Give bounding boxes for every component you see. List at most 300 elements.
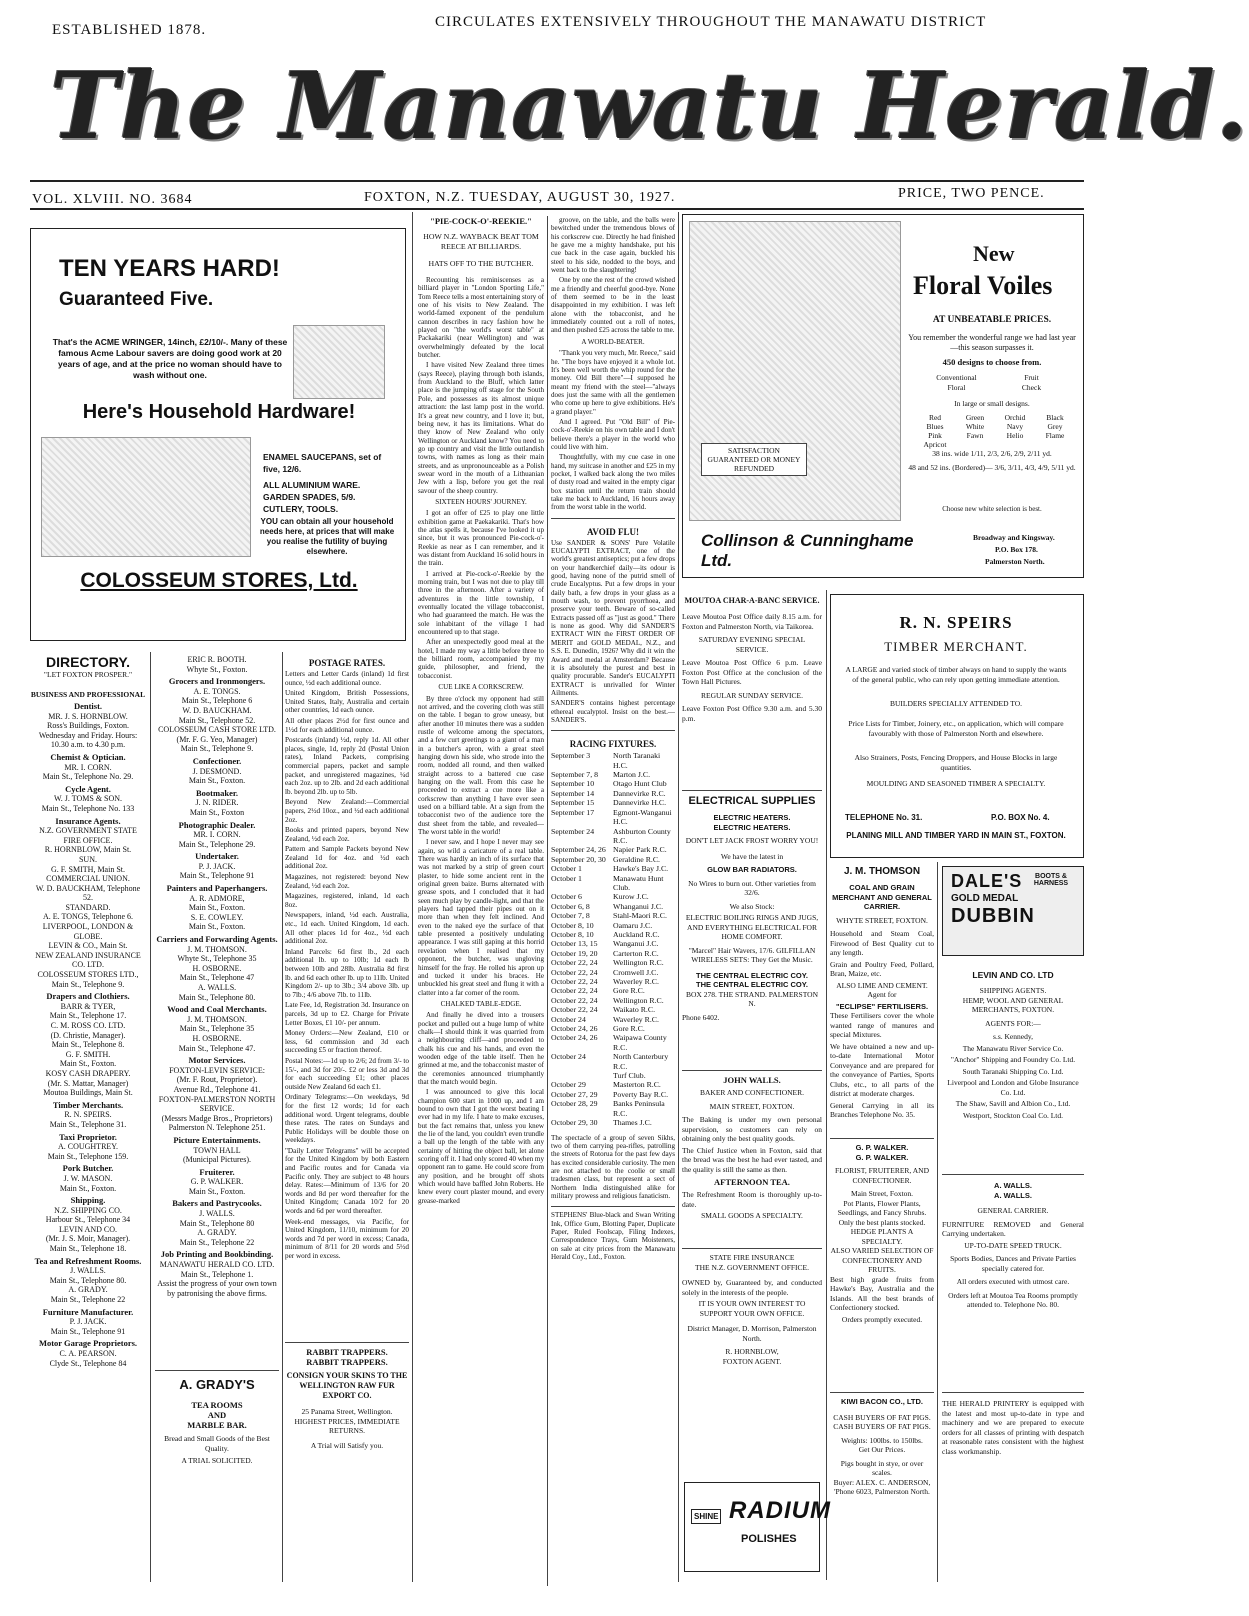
dales-name: DALE'S (951, 871, 1023, 891)
directory-line: Wednesday and Friday. Hours: (38, 730, 138, 740)
directory-entry (155, 1199, 279, 1247)
masthead-rule-top (30, 180, 1084, 182)
article-col2 (551, 216, 675, 1263)
directory-entry (30, 817, 146, 990)
directory-line: H. OSBORNE. (192, 1033, 242, 1043)
voile-colour: Apricot (923, 440, 947, 449)
directory-line: MANAWATU HERALD CO. LTD. (159, 1260, 275, 1270)
racing-club: Manawatu Hunt Club. (613, 873, 664, 892)
racing-club: Ashburton County R.C. (613, 826, 671, 845)
directory-line: Main St., Telephone 18. (49, 1244, 127, 1254)
article-sub2: HATS OFF TO THE BUTCHER. (428, 259, 534, 268)
colosseum-ad (30, 228, 406, 641)
directory-line: A. E. TONGS, Telephone 6. (42, 912, 134, 922)
moutoa-sat: SATURDAY EVENING SPECIAL SERVICE. (698, 635, 806, 654)
directory-divider-2 (282, 652, 283, 1582)
speirs-p1: A LARGE and varied stock of timber always on hand to supply the wants of the general public, who can rely upon getting immediate attention. (845, 665, 1067, 684)
directory-entry (155, 1250, 279, 1298)
article-paragraph: And I agreed. Put "Old Bill" of Pie-cock-o'-Reekie on his own table and I don't believe there's a player in the world who could live with him. (551, 417, 675, 451)
walker-p1: Pot Plants, Flower Plants, Seedlings, and Fancy Shrubs. Only the best plants stocked. (837, 1198, 927, 1227)
directory-line: Main St., Telephone 9. (180, 744, 254, 754)
directory-category: Cycle Agent. (65, 783, 111, 794)
type-floral: Floral (947, 383, 966, 392)
column-rule-2 (678, 212, 679, 1582)
awalls-p5: Orders left at Moutoa Tea Rooms promptly attended to. Telephone No. 80. (948, 1290, 1078, 1309)
racing-fixture-row (551, 1090, 675, 1099)
racing-date: October 8, 10 (551, 929, 594, 939)
racing-date: October 6 (551, 892, 582, 902)
racing-fixture-row (551, 798, 675, 807)
electrical-l6: No Wires to burn out. Other varieties from 32/6. (688, 878, 816, 897)
racing-club: Auckland R.C. (613, 929, 660, 939)
directory-line: Main St., Telephone 31. (49, 1119, 127, 1129)
racing-date: October 22, 24 (551, 958, 598, 968)
electrical-l5: GLOW BAR RADIATORS. (707, 865, 797, 874)
postage-paragraph: Ordinary Telegrams:—On weekdays, 9d for the first 12 words; 1d for each additional word. Urgent telegrams, double these rates. The rates on Sundays and Public Holidays will be double those on weekdays. (285, 1093, 409, 1145)
newspaper-title: The Manawatu Herald. (50, 52, 1249, 160)
directory-line: Main St., Telephone 80 (179, 1218, 255, 1228)
grady-line2: AND (207, 1410, 227, 1420)
awalls-name-2: A. WALLS. (994, 1190, 1032, 1200)
postage-paragraph: Postcards (inland) ½d, reply 1d. All other places, single, 1d, reply 2d (Postal Union rates), Inland Packets, comprising commercial papers, packet and sample packet, and unregistered magazines, ¼d each 2oz. up to 2lb. and 2d each additional lb. beyond 2lb. up to 5lb. (285, 736, 409, 796)
article-subheading: CHALKED TABLE-EDGE. (440, 999, 522, 1008)
directory-line: G. F. SMITH. (65, 1049, 111, 1059)
racing-date: October 22, 24 (551, 986, 598, 996)
awalls-p4: All orders executed with utmost care. (956, 1277, 1070, 1286)
directory-line: G. P. WALKER. (190, 1177, 244, 1187)
directory-entry (155, 789, 279, 818)
directory-line: COMMERCIAL UNION. (46, 874, 130, 884)
racing-fixture-row (551, 751, 675, 770)
racing-date: October 24 (551, 1014, 586, 1024)
directory-line: R. HORNBLOW, Main St. (44, 845, 132, 855)
voile-colour: Fawn (966, 431, 984, 440)
voiles-intro: You remember the wonderful range we had last year—this season surpasses it. (908, 333, 1076, 352)
colosseum-headline: TEN YEARS HARD! (59, 255, 280, 282)
walker-addr: Main Street, Foxton. (850, 1189, 914, 1198)
electrical-co1: THE CENTRAL ELECTRIC COY. (696, 970, 808, 980)
racing-date: October 1 (551, 864, 582, 874)
article-paragraph: I arrived at Pie-cock-o'-Reekie by the morning train, but I was not due to play till three in the afternoon. After a variety of adventures in the little township, I eventually located the village tobacconist, who had guaranteed the match. He was the sole inhabitant of the village I had encountered up to that stage. (418, 569, 544, 637)
collinson-addr-3: Palmerston North. (985, 557, 1045, 566)
walker-p3: ALSO VARIED SELECTION OF CONFECTIONERY AND FRUITS. (830, 1246, 934, 1274)
directory-line: Main St., Telephone 22 (179, 1237, 255, 1247)
racing-club: Masterton R.C. (613, 1080, 661, 1090)
article-paragraph: Recounting his reminiscenses as a billiard player in "London Sporting Life," Tom Reece tells a most entertaining story of one of his visits to New Zealand. The world-famed exponent of the pendulum cannon describes in racy fashion how he played on "the world's worst table" at Packakariki (near Wellington) and was overwhelmingly defeated by the local butcher. (418, 276, 544, 360)
racing-club: Poverty Bay R.C. (613, 1089, 669, 1099)
voiles-colours (915, 413, 1075, 449)
racing-fixture-row (551, 789, 675, 798)
voile-colour: Navy (1006, 422, 1024, 431)
thomson-ad (830, 866, 934, 1122)
thomson-p6: General Carrying in all its Branches Telephone No. 35. (830, 1100, 934, 1119)
postage-paragraph: Books and printed papers, beyond New Zealand, ½d each 2oz. (285, 826, 409, 843)
directory-line: G. F. SMITH, Main St. (50, 864, 126, 874)
stephens-ad (551, 1206, 675, 1261)
column-rule-4 (937, 862, 938, 1582)
directory-line: Ross's Buildings, Foxton. (47, 721, 129, 731)
levin-agency: Westport, Stockton Coal Co. Ltd. (962, 1110, 1064, 1120)
voiles-designs: 450 designs to choose from. (942, 357, 1042, 367)
dales-dubbin: DUBBIN (951, 905, 1035, 927)
racing-date: October 27, 29 (551, 1089, 598, 1099)
levin-agents-list (942, 1032, 1084, 1120)
grady-body: Bread and Small Goods of the Best Quality. (164, 1434, 270, 1453)
electrical-ad (682, 790, 822, 1022)
racing-club: Cromwell J.C. (613, 967, 659, 977)
levin-agency: Liverpool and London and Globe Insurance Co. Ltd. (947, 1078, 1079, 1097)
state-fire-agent-2: FOXTON AGENT. (722, 1356, 782, 1366)
radium-polish-ad (684, 1482, 831, 1572)
racing-club: Stahl-Maori R.C. (613, 911, 667, 921)
racing-date: October 29, 30 (551, 1118, 598, 1128)
walls-tea: AFTERNOON TEA. (714, 1177, 790, 1187)
walls-ad (682, 1070, 822, 1221)
postage-paragraph: Postal Notes:—1d up to 2/6; 2d from 3/- to 15/-, and 3d for 20/-. £2 or less 3d and 3d for each succeeding £1; other places outside New Zealand 6d each £1. (285, 1056, 409, 1091)
dales-goldmedal: GOLD MEDAL (951, 893, 1019, 904)
racing-date: September 3 (551, 751, 591, 761)
collinson-brand: Collinson & Cunninghame Ltd. (701, 531, 914, 570)
directory-line: Main St., Telephone 159. (47, 1151, 129, 1161)
racing-club: Oamaru J.C. (613, 920, 653, 930)
item-aluminium: ALL ALUMINIUM WARE. (263, 480, 361, 490)
avoid-flu-ad (551, 518, 675, 725)
racing-club: Waipawa County R.C. (613, 1033, 667, 1052)
racing-club: North Taranaki H.C. (613, 751, 661, 770)
walker-ad (830, 1138, 934, 1324)
article-divider (547, 216, 548, 1586)
article-col1 (418, 216, 544, 1616)
racing-club: Marton J.C. (613, 770, 651, 780)
thomson-p4: These Fertilisers cover the whole wanted range of manures and special Mixtures. (830, 1011, 934, 1039)
postage-paragraph: Money Orders:—New Zealand, £10 or less, 6d commission and 3d each succeeding £5 or fraction thereof. (285, 1029, 409, 1055)
directory-entry (30, 702, 146, 750)
directory-col1-entries (30, 702, 146, 1368)
colosseum-items (263, 451, 393, 515)
electrical-l4: We have the latest in (720, 851, 784, 861)
racing-fixture-row (551, 1033, 675, 1052)
electrical-l9: "Marcel" Hair Wavers, 17/6. GILFILLAN WIRELESS SETS: They Get the Music. (688, 945, 816, 964)
directory-col1 (30, 654, 146, 1368)
levin-agency: "Anchor" Shipping and Foundry Co. Ltd. (950, 1055, 1076, 1064)
type-fruit: Fruit (1024, 373, 1039, 382)
directory-line: A. WALLS. (197, 983, 237, 992)
racing-date: September 7, 8 (551, 770, 598, 780)
article-paragraph: One by one the rest of the crowd wished me a friendly and cheerful good-bye. None of them seemed to be in the least disappointed in my exhibition. I was left alone with the tobacconist, and he immediately counted out a roll of notes, and then pushed £25 across the table to me. (551, 276, 675, 335)
walker-p2: HEDGE PLANTS A SPECIALTY. (850, 1227, 914, 1246)
directory-line: Whyte St., Foxton. (186, 664, 248, 674)
racing-title: RACING FIXTURES. (569, 739, 657, 750)
thomson-name: J. M. THOMSON (843, 866, 921, 877)
racing-club: Napier Park R.C. (613, 845, 667, 855)
racing-fixture-row (551, 864, 675, 873)
directory-entry (30, 1101, 146, 1130)
voile-colour: White (965, 422, 985, 431)
levin-agency: The Manawatu River Service Co. (962, 1043, 1064, 1053)
dales-dubbin-ad (942, 866, 1084, 956)
racing-date: October 19, 20 (551, 948, 598, 958)
directory-col2 (155, 652, 279, 1298)
directory-line: Main St., Foxton. (188, 1186, 246, 1196)
article-paragraph: "Thank you very much, Mr. Reece," said he. "The boys have enjoyed it a whole lot. It's been well worth the whip round for the money. Old Bill there"—I supposed he meant my friend with the steel—"always does just the same with all the gentlemen who come up here to give exhibitions. He's a grand player." (551, 349, 675, 416)
racing-club: Thames J.C. (613, 1118, 652, 1128)
racing-date: October 22, 24 (551, 1005, 598, 1015)
lady-illustration (689, 221, 901, 521)
speirs-trade: TIMBER MERCHANT. (884, 639, 1028, 654)
racing-fixture-row (551, 892, 675, 901)
postage-paragraph: Late Fee, 1d, Registration 3d. Insurance on parcels, 3d up to £2. Charge for Private Letter Boxes, £1 10/- per annum. (285, 1001, 409, 1027)
moutoa-title: MOUTOA CHAR-A-BANC SERVICE. (684, 596, 820, 605)
racing-fixtures (551, 730, 675, 1200)
directory-line: (Mr. J. S. Moir, Manager). (45, 1234, 131, 1244)
levin-l2: HEMP, WOOL AND GENERAL MERCHANTS, FOXTON. (962, 995, 1064, 1014)
electrical-title: ELECTRICAL SUPPLIES (688, 795, 816, 807)
colosseum-store-name: COLOSSEUM STORES, Ltd. (80, 569, 358, 592)
racing-fixture-row (551, 827, 675, 846)
racing-fixture-row (551, 958, 675, 967)
directory-line: C. M. ROSS CO. LTD. (50, 1021, 126, 1030)
racing-date: October 22, 24 (551, 977, 598, 986)
masthead-rule-bottom (30, 208, 1084, 210)
directory-line: Moutoa Buildings, Main St. (43, 1088, 133, 1098)
racing-date: October 24, 26 (551, 1024, 598, 1034)
electrical-l1: ELECTRIC HEATERS. (713, 813, 791, 822)
racing-date: September 10 (551, 779, 595, 789)
directory-line: STANDARD. (65, 902, 111, 912)
racing-fixture-row (551, 986, 675, 995)
radium-name: RADIUM (729, 1497, 831, 1524)
racing-date: October 7, 8 (551, 911, 590, 921)
directory-line: N.Z. GOVERNMENT STATE FIRE OFFICE. (39, 826, 137, 845)
racing-fixture-row (551, 845, 675, 854)
directory-line: 10.30 a.m. to 4.30 p.m. (50, 740, 126, 750)
directory-line: LEVIN & CO., Main St. (48, 941, 128, 951)
directory-line: (D. Christie, Manager). (50, 1030, 126, 1040)
avoid-flu-closing: SANDER'S contains highest percentage ethereal eucalyptol. Insist on the best.—SANDER'S. (551, 699, 675, 724)
awalls-p2: UP-TO-DATE SPEED TRUCK. (964, 1240, 1062, 1250)
directory-category: Painters and Paperhangers. (166, 883, 268, 894)
directory-line: Main St., Foxton (189, 807, 245, 817)
walls-p3: The Refreshment Room is thoroughly up-to-date. (682, 1190, 822, 1209)
directory-line: Whyte St., Telephone 35 (177, 954, 257, 964)
directory-entry (30, 1257, 146, 1305)
directory-line: Main St., Telephone 91 (50, 1326, 126, 1336)
directory-entry (155, 757, 279, 786)
racing-fixture-row (551, 968, 675, 977)
racing-fixture-row (551, 1024, 675, 1033)
directory-line: Clyde St., Telephone 84 (49, 1358, 127, 1368)
awalls-name-1: A. WALLS. (994, 1181, 1032, 1190)
racing-date: October 6, 8 (551, 901, 590, 911)
directory-line: P. J. JACK. (198, 861, 236, 871)
awalls-p3: Sports Bodies, Dances and Private Parties specially catered for. (950, 1254, 1076, 1273)
directory-line: Main St., Foxton. (188, 776, 246, 786)
column-rule-1 (412, 212, 413, 1582)
directory-category: Drapers and Clothiers. (46, 991, 130, 1002)
grady-ad (155, 1370, 279, 1466)
directory-line: J. DESMOND. (192, 766, 242, 776)
directory-entry (155, 1056, 279, 1133)
directory-category: Timber Merchants. (52, 1099, 124, 1110)
directory-line: A. GRADY. (197, 1228, 237, 1238)
directory-category: Undertaker. (195, 851, 239, 862)
postage-paragraph: Letters and Letter Cards (inland) 1d first ounce, ½d each additional ounce. (285, 670, 409, 687)
rabbit-address: 25 Panama Street, Wellington. HIGHEST PRICES, IMMEDIATE RETURNS. (294, 1407, 400, 1435)
directory-section: BUSINESS AND PROFESSIONAL (30, 689, 146, 699)
racing-fixture-row (551, 930, 675, 939)
article-col1-body (418, 276, 544, 1616)
directory-line: NEW ZEALAND INSURANCE CO. LTD. (35, 950, 141, 970)
moutoa-p2: Leave Moutoa Post Office 6 p.m. Leave Foxton Post Office at the conclusion of the Town Hall Pictures. (682, 658, 822, 686)
moutoa-ad (682, 596, 822, 725)
walls-addr: MAIN STREET, FOXTON. (709, 1101, 795, 1111)
thomson-trade: COAL AND GRAIN MERCHANT AND GENERAL CARRIER. (832, 883, 932, 911)
racing-fixture-row (551, 939, 675, 948)
directory-entry (155, 821, 279, 850)
kiwi-l1: CASH BUYERS OF FAT PIGS. (833, 1412, 931, 1422)
directory-line: R. N. SPEIRS. (64, 1110, 112, 1120)
directory-line: TOWN HALL (193, 1145, 241, 1155)
colosseum-hardware: Here's Household Hardware! (82, 401, 356, 423)
collinson-ad (682, 214, 1084, 578)
postage-body (285, 670, 409, 1261)
walls-title: JOHN WALLS. (723, 1075, 781, 1085)
racing-date: September 15 (551, 798, 595, 808)
directory-line: Main St., Telephone 29. (178, 839, 256, 849)
directory-line: J. WALLS. (70, 1266, 106, 1276)
directory-category: Dentist. (73, 701, 103, 711)
walker-name-1: G. P. WALKER. (855, 1143, 909, 1152)
racing-fixture-row (551, 949, 675, 958)
racing-fixture-row (551, 1071, 675, 1080)
racing-fixture-row (551, 779, 675, 788)
voiles-headline-1: New (973, 241, 1015, 266)
racing-club: Wanganui J.C. (613, 939, 659, 949)
racing-date: October 24 (551, 1052, 586, 1062)
voiles-price-2: 48 and 52 ins. (Bordered)— 3/6, 3/11, 4/3, 4/9, 5/11 yd. (908, 463, 1076, 472)
postage-paragraph: All other places 2½d for first ounce and 1½d for each additional ounce. (285, 716, 409, 734)
directory-entry (155, 935, 279, 1002)
grady-line3: MARBLE BAR. (187, 1420, 247, 1430)
colosseum-closing: YOU can obtain all your household needs here, at prices that will make you realise the futility of buying elsewhere. (259, 517, 395, 556)
walker-name-2: G. P. WALKER. (855, 1152, 909, 1162)
directory-entry (30, 785, 146, 814)
rabbit-ad (285, 1342, 409, 1450)
walker-p5: Orders promptly executed. (841, 1314, 923, 1324)
kiwi-l5: Pigs bought in stye, or over scales. (840, 1458, 924, 1477)
directory-line: C. A. PEARSON. (59, 1349, 117, 1358)
directory-line: Main St., Telephone 22 (50, 1295, 126, 1305)
kiwi-title: KIWI BACON CO., LTD. (841, 1397, 923, 1406)
speirs-name: R. N. SPEIRS (899, 613, 1013, 632)
directory-line: Assist the progress of your own town by patronising the above firms. (157, 1279, 277, 1298)
racing-club: Wellington R.C. (613, 958, 664, 968)
postage-paragraph: Beyond New Zealand:—Commercial papers, 2½d 10oz., and ½d each additional 2oz. (285, 798, 409, 824)
electrical-l8: ELECTRIC BOILING RINGS AND JUGS, AND EVERYTHING ELECTRICAL FOR HOME COMFORT. (685, 913, 819, 941)
voiles-types (919, 373, 1069, 393)
type-check: Check (1021, 383, 1042, 392)
directory-motto: "LET FOXTON PROSPER." (43, 670, 133, 679)
directory-line: SUN. (78, 854, 97, 864)
levin-ad (942, 970, 1084, 1122)
thomson-p1: Household and Steam Coal, Firewood of Best Quality cut to any length. (830, 929, 934, 957)
colosseum-body: That's the ACME WRINGER, 14inch, £2/10/-. Many of these famous Acme Labour savers are doing good work at 20 years of age, and at the price no woman should have to wash without one. (52, 337, 288, 380)
directory-entry (30, 1308, 146, 1337)
article-paragraph: I got an offer of £25 to play one little exhibition game at Paekakariki. That's how the atlas spells it, because I've looked it up since, but it was pronounced Pie-cock-o'-Reekie as near as I can remember, and it was distant from Auckland 16 solid hours in the train. (418, 509, 544, 568)
thomson-p5: We have obtained a new and up-to-date International Motor Conveyance and are prepared for the conveyance of Parties, Sports Clubs, etc., to all parts of the district at moderate charges. (830, 1041, 934, 1098)
directory-entry (155, 884, 279, 932)
voile-colour: Helio (1006, 431, 1024, 440)
speirs-p2: Price Lists for Timber, Joinery, etc., on application, which will compare favourably with those of Palmerston North and elsewhere. (848, 719, 1064, 738)
directory-line: W. D. BAUCKHAM. (182, 705, 252, 715)
rabbit-body: CONSIGN YOUR SKINS TO THE WELLINGTON RAW FUR EXPORT CO. (286, 1371, 408, 1400)
stephens-body: STEPHENS' Blue-black and Swan Writing Ink, Office Gum, Blotting Paper, Duplicate Paper, Ruled Foolscap, Filing Indexes, Correspondence Trays, Gum Moisteners, on sale at city prices from the Manawatu Herald Coy., Ltd., Foxton. (551, 1211, 675, 1261)
column-rule-3 (826, 590, 827, 1580)
levin-agency: s.s. Kennedy, (993, 1032, 1033, 1041)
radium-polishes: POLISHES (741, 1533, 797, 1545)
directory-line: W. J. TOMS & SON. (53, 794, 123, 804)
radium-shine: SHINE (691, 1509, 721, 1524)
directory-line: Main St., Telephone 8. (51, 1040, 125, 1050)
article-paragraph: After an unexpectedly good meal at the hotel, I made my way a little before three to the billiard room, accompanied by my guide, philosopher, and friend, the tobacconist. (418, 638, 544, 680)
article-paragraph: groove, on the table, and the balls were bewitched under the tremendous blows of his corkscrew cue. Directly he had finished he gave me a mighty handshake, put his cue back in the case again, buckled his steel to his side, nodded to the boys, and went back to the slaughtering! (551, 216, 675, 275)
directory-entry (155, 852, 279, 881)
directory-line: Main St., Telephone 47. (178, 1043, 256, 1053)
walls-sg: SMALL GOODS A SPECIALTY. (701, 1211, 803, 1220)
kiwi-bacon-ad (830, 1392, 934, 1497)
racing-list (551, 751, 675, 1127)
directory-line: (Mr. F. G. Yeo, Manager) (176, 734, 258, 744)
levin-l1: SHIPPING AGENTS. (979, 986, 1047, 995)
kiwi-l6: Buyer: ALEX. C. ANDERSON, 'Phone 6023, Palmerston North. (833, 1477, 931, 1496)
racing-fixture-row (551, 1015, 675, 1024)
state-fire-p1: OWNED by, Guaranteed by, and conducted solely in the interests of the people. (682, 1278, 822, 1297)
directory-entry (30, 1339, 146, 1368)
racing-club: Geraldine R.C. (613, 854, 660, 864)
electrical-l7: We also Stock: (729, 901, 775, 911)
racing-club: Waverley R.C. (613, 977, 659, 986)
directory-line: COLOSSEUM CASH STORE LTD. (158, 725, 276, 735)
directory-title: DIRECTORY. (45, 654, 130, 670)
article-paragraph: And finally he dived into a trousers pocket and pulled out a huge lump of white chalk—I should think it was quarried from a neighbouring cliff—and proceeded to chalk his cue and his hands, and even the wooden edge of the table itself. Then he grinned at me, and the tobacconist master of the ceremonies announced triumphantly that the match would begin. (418, 1011, 544, 1086)
volume-number: VOL. XLVIII. NO. 3684 (32, 192, 193, 207)
thomson-addr: WHYTE STREET, FOXTON. (836, 915, 928, 925)
state-fire-ad (682, 1248, 822, 1366)
racing-club: Carterton R.C. (613, 948, 659, 958)
directory-category: Job Printing and Bookbinding. (160, 1249, 274, 1260)
directory-category: Shipping. (70, 1195, 106, 1206)
dales-boots: BOOTS & HARNESS (1033, 873, 1069, 887)
racing-fixture-row (551, 1052, 675, 1071)
directory-line: J. W. MASON. (63, 1173, 113, 1183)
thomson-p2: Grain and Poultry Feed, Pollard, Bran, Maize, etc. (830, 959, 934, 978)
price-line: PRICE, TWO PENCE. (898, 186, 1045, 201)
levin-agents: AGENTS FOR:— (985, 1018, 1041, 1028)
directory-line: J. M. THOMSON. (187, 944, 247, 954)
racing-date: September 14 (551, 788, 595, 798)
item-saucepans: ENAMEL SAUCEPANS, set of five, 12/6. (263, 452, 382, 474)
electrical-l2: ELECTRIC HEATERS. (713, 822, 791, 832)
racing-date: September 24, 26 (551, 845, 606, 855)
item-spades: GARDEN SPADES, 5/9. (263, 492, 356, 502)
directory-line: Main St., Telephone 47 (179, 973, 255, 983)
racing-club: Hawke's Bay J.C. (613, 864, 669, 874)
directory-category: Insurance Agents. (55, 815, 121, 826)
directory-line: J. WALLS. (199, 1209, 235, 1219)
walls-p2: The Chief Justice when in Foxton, said that the bread was the best he had ever tasted, and the quality is still the same as then. (682, 1145, 822, 1174)
thomson-eclipse: "ECLIPSE" FERTILISERS. (835, 1001, 929, 1011)
voiles-choose: Choose new white selection is best. (942, 505, 1042, 513)
